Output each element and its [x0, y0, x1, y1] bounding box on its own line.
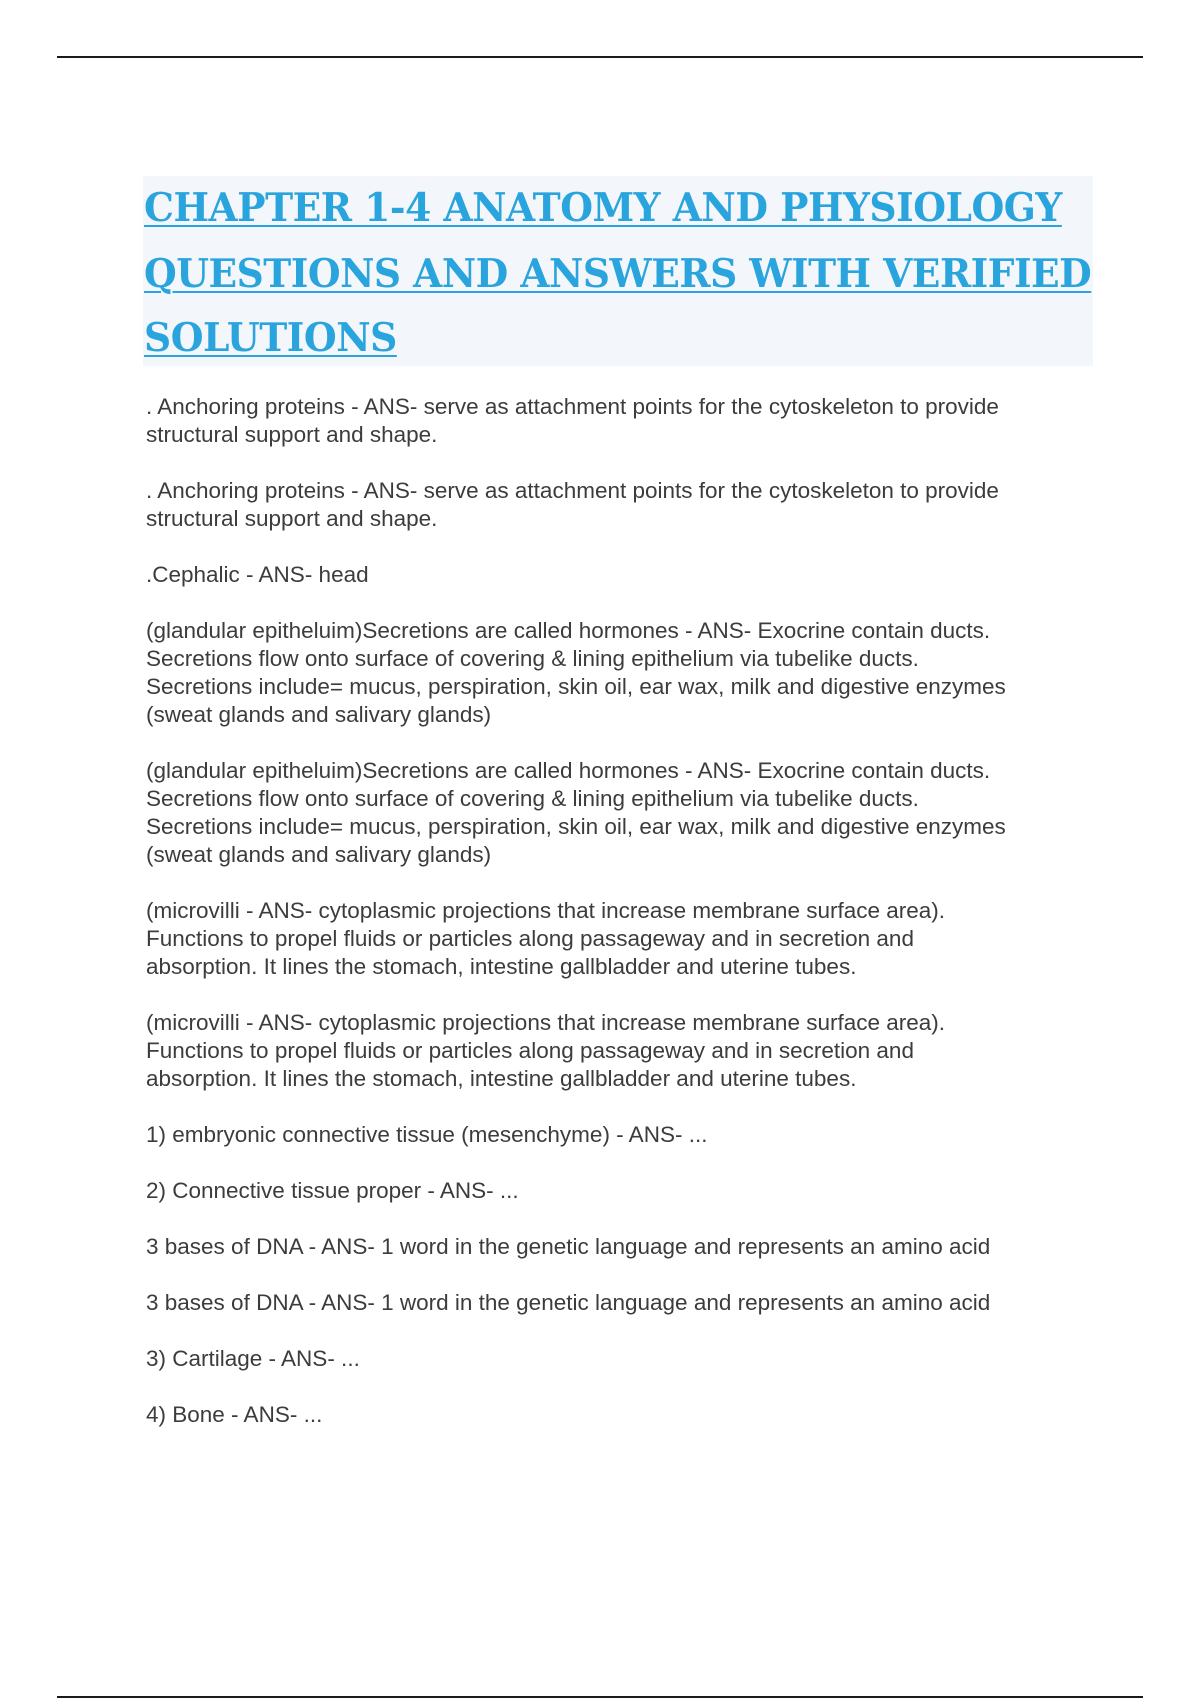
document-title-line-1: CHAPTER 1-4 ANATOMY AND PHYSIOLOGY — [144, 185, 1062, 231]
qa-entry: 3 bases of DNA - ANS- 1 word in the genetic language and represents an amino acid — [146, 1290, 991, 1315]
footer-rule — [57, 1696, 1143, 1698]
document-title-line-2: QUESTIONS AND ANSWERS WITH VERIFIED — [144, 251, 1092, 297]
qa-entry: .Cephalic - ANS- head — [146, 562, 369, 587]
qa-entry: (microvilli - ANS- cytoplasmic projections that increase membrane surface area). Functions to propel fluids or particles along passageway and in secretion and absorption. It lines the stomach, intestine gallbladder and uterine tubes. — [146, 898, 946, 979]
header-rule — [57, 56, 1143, 58]
qa-list — [146, 393, 1146, 1457]
qa-entry: 4) Bone - ANS- ... — [146, 1402, 323, 1427]
qa-entry: (glandular epitheluim)Secretions are called hormones - ANS- Exocrine contain ducts. Secretions flow onto surface of covering & lining epithelium via tubelike ducts. Secretions include= mucus, perspiration, skin oil, ear wax, milk and digestive enzymes (sweat glands and salivary glands) — [146, 758, 1006, 867]
qa-entry: . Anchoring proteins - ANS- serve as attachment points for the cytoskeleton to provide structural support and shape. — [146, 394, 999, 447]
qa-entry: 3 bases of DNA - ANS- 1 word in the genetic language and represents an amino acid — [146, 1234, 991, 1259]
document-title-line-3: SOLUTIONS — [144, 315, 397, 361]
qa-entry: 3) Cartilage - ANS- ... — [146, 1346, 360, 1371]
qa-entry: 2) Connective tissue proper - ANS- ... — [146, 1178, 519, 1203]
qa-entry: (microvilli - ANS- cytoplasmic projections that increase membrane surface area). Functions to propel fluids or particles along passageway and in secretion and absorption. It lines the stomach, intestine gallbladder and uterine tubes. — [146, 1010, 946, 1091]
qa-entry: (glandular epitheluim)Secretions are called hormones - ANS- Exocrine contain ducts. Secretions flow onto surface of covering & lining epithelium via tubelike ducts. Secretions include= mucus, perspiration, skin oil, ear wax, milk and digestive enzymes (sweat glands and salivary glands) — [146, 618, 1006, 727]
qa-entry: . Anchoring proteins - ANS- serve as attachment points for the cytoskeleton to provide structural support and shape. — [146, 478, 999, 531]
qa-entry: 1) embryonic connective tissue (mesenchyme) - ANS- ... — [146, 1122, 708, 1147]
